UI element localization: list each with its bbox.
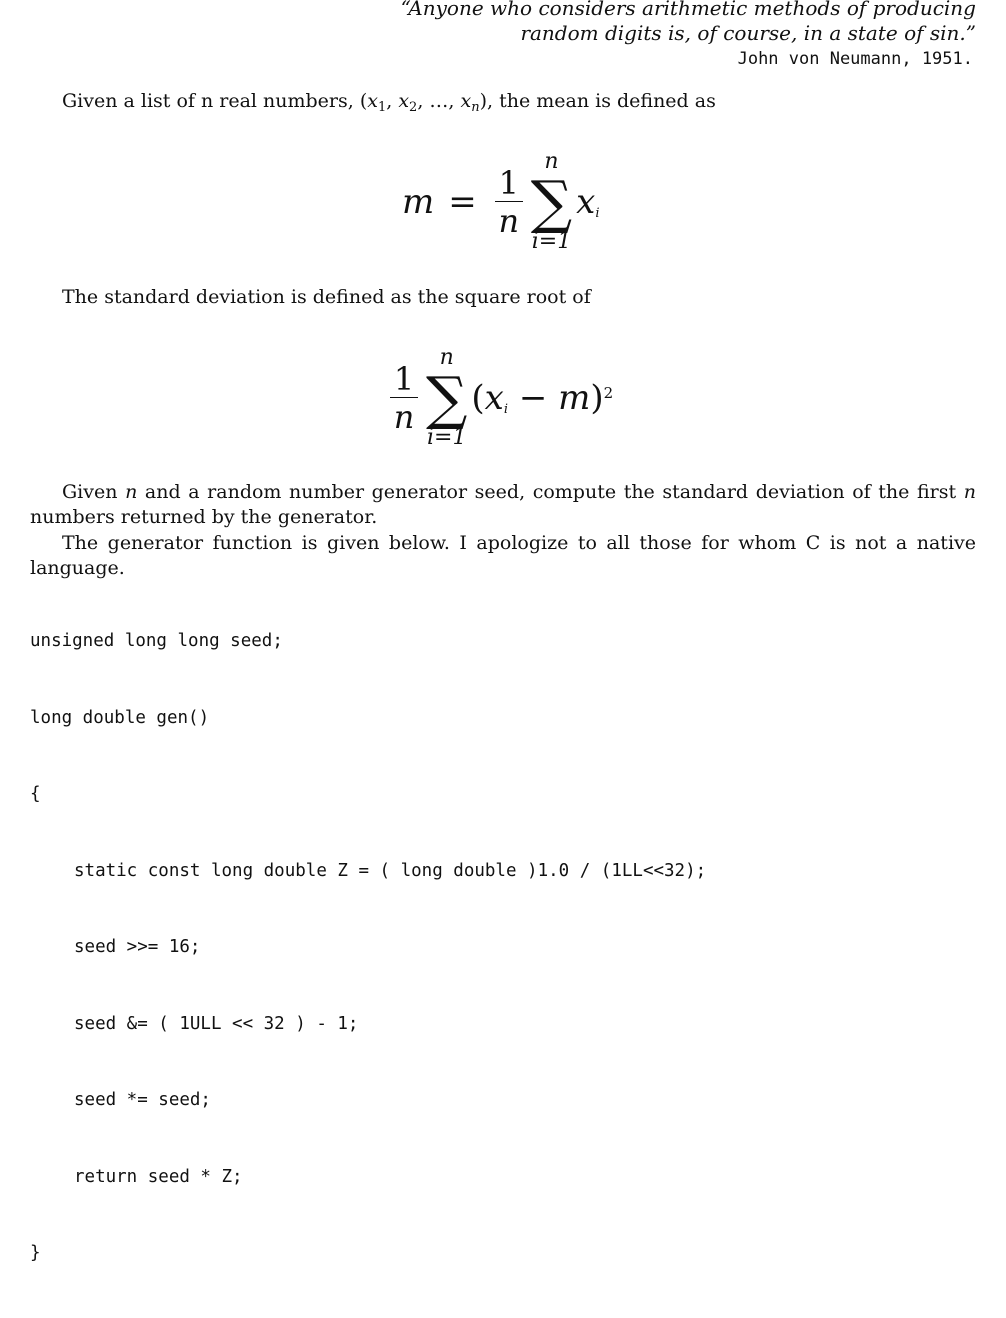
code-line: seed &= ( 1ULL << 32 ) - 1; bbox=[74, 1013, 359, 1034]
mean-intro-paragraph: Given a list of n real numbers, ($x_1$, $x_2$, …, $x_n$), the mean is defined as bbox=[62, 90, 716, 115]
epigraph-attribution: John von Neumann, 1951. bbox=[737, 49, 973, 69]
epigraph-line-1: “Anyone who considers arithmetic methods of producing bbox=[400, 0, 976, 20]
code-line: { bbox=[30, 784, 41, 804]
summation-sign: n ∑ i=1 bbox=[530, 149, 573, 254]
one-over-n-fraction: $\frac{1}{n}$ bbox=[495, 165, 523, 240]
one-over-n-fraction: $\frac{1}{n}$ bbox=[390, 361, 418, 436]
generator-paragraph: The generator function is given below. I apologize to all those for whom C is not a native language. bbox=[30, 532, 976, 579]
summation-sign: n ∑ i=1 bbox=[426, 345, 468, 450]
code-line: long double gen() bbox=[30, 707, 210, 728]
epigraph-quote bbox=[401, 0, 976, 46]
code-line: seed >>= 16; bbox=[74, 937, 201, 957]
stddev-intro-paragraph: The standard deviation is defined as the square root of bbox=[62, 286, 591, 308]
variance-equation bbox=[30, 346, 976, 464]
mean-equation bbox=[30, 150, 976, 268]
mean-symbol: m bbox=[402, 182, 435, 222]
equals-sign: = bbox=[448, 182, 477, 222]
epigraph-line-2: random digits is, of course, in a state of sin.” bbox=[520, 21, 976, 45]
code-line: } bbox=[30, 1243, 41, 1263]
code-line: return seed * Z; bbox=[74, 1166, 243, 1187]
code-line: seed *= seed; bbox=[74, 1090, 211, 1110]
task-paragraph: Given n and a random number generator seed, compute the standard deviation of the first n numbers returned by the generator. bbox=[30, 481, 976, 528]
code-line: static const long double Z = ( long double )1.0 / (1LL<<32); bbox=[74, 860, 707, 881]
generator-code-block bbox=[30, 578, 706, 1318]
summand: $x_i$ bbox=[576, 182, 600, 222]
code-line: unsigned long long seed; bbox=[30, 631, 283, 651]
document-page bbox=[30, 0, 976, 1263]
squared-deviation: $(x_i - m)^2$ bbox=[471, 378, 614, 418]
